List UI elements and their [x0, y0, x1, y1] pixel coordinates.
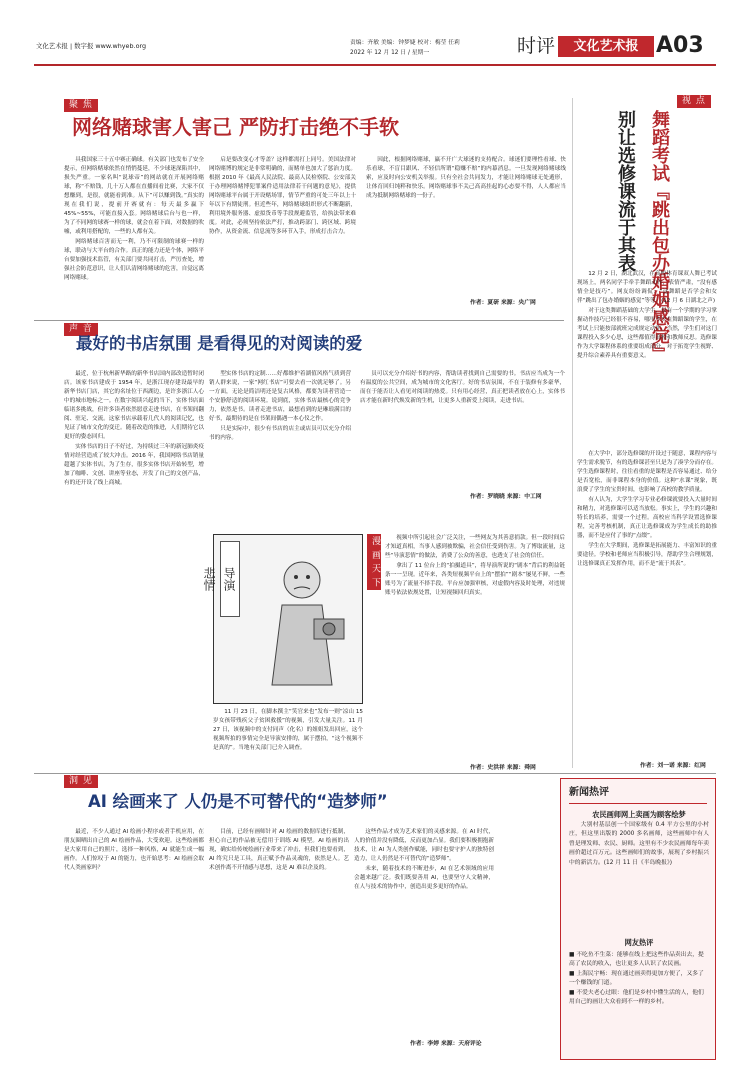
article-body-col2: 目前，已经有画师针对 AI 绘画的数据库进行抵制，担心自己的作品被无偿用于训练 AI 模型。AI 绘画的出现，确实给传统绘画行业带来了冲击，但我们也要看到，AI 终究只是工具，真正赋予作品灵魂的，依然是人。艺术创作离不开情感与思想，这是 AI 难以企及的。 — [209, 829, 349, 872]
cartoon-title: 导演 悲情 — [220, 541, 240, 617]
comments-title: 网友热评 — [624, 938, 654, 947]
column-divider — [572, 98, 573, 768]
article-author: 作者：罗晓晓 来源：中工网 — [470, 494, 542, 500]
page-header — [34, 33, 716, 63]
section-tag-voice: 声 音 — [64, 323, 98, 336]
comments-list — [569, 951, 709, 1055]
news-comment-box — [560, 778, 716, 1060]
headline-gambling: 网络赌球害人害己 严防打击绝不手软 — [72, 115, 399, 139]
headline-ai-painting: AI 绘画来了 人仍是不可替代的“造梦师” — [88, 792, 388, 811]
news-body: 大别村基层创一个国家级有 0.4 平方公里的小村庄，但这里出版的 2000 多名画师，这些画师中有人曾是理发师、农民、厨师。这里有不少农民画师每年卖画价超过百万元。这些画师们的故事，展现了乡村振兴中的新活力。(12 月 11 日《半岛晚报》) — [569, 822, 709, 866]
article-body-col2: 型实体书店的定制……好都维护着湖值风格气质到营销人群来说，一家“网红书店”可要去看一次就足够了。另一方面，无论是简洁明还是复古风格，都要为读者营造一个安静舒适的阅读环境。说到底，实体书店最核心的竞争力，依然是书。读者走进书店，最想看到的是琳琅满目的好书，最期待的是在书架间偶遇一本心仪之作。 只是实际中，很少有书店的店主或店员可以充分介绍书的内容。 — [209, 371, 351, 441]
comment-item: ■ 不吃鱼不生菜：能够在线上把这些作品卖出去，提高了农民的收入，也让更多人认识了农民画。 — [569, 952, 704, 968]
article-body-col3: 员可以充分介绍好书的内容，帮助读者找到自己需要的书。书店应当成为一个有温度的公共空间，成为城市的文化客厅。好的书店氛围，不在于装修有多豪华，而在于能否让人看见对阅读的热爱。只有用心经营，真正把读者放在心上，实体书店才能在新时代焕发新的生机，让更多人重新爱上阅读，走进书店。 — [360, 371, 565, 405]
cartoon-drawing — [244, 545, 359, 695]
section-tag-insight: 洞 见 — [64, 775, 98, 788]
news-title: 农民画师网上卖画为顾客绘梦 — [592, 810, 686, 819]
brand-logo: 文化艺术报 — [558, 36, 654, 57]
header-rule — [34, 64, 716, 66]
editors: 责编：齐敏 美编：钟梦婕 校对：梅莹 任莉 — [350, 40, 460, 46]
article-intro: 12 月 2 日，湖北武汉，在高校体育课双人舞已考试现场上，两名同学手牵手舞蹈动作，表情严肃，“没有感情全是技巧”。网友纷纷调侃：“这舞蹈是否学会和女伴“跳出了包办婚姻的感觉”等等。(12 月 6 日湖北之声) 对于这类舞蹈基础的大学生，仅有一个学期的学习掌握动作技巧已经很不容易，哪里不少在舞蹈课的学生，在考试上只能按部就班完成规定动作。当然，学生们对这门课程投入多少心思，这些都值得高校和教师反思。选修课作为大学课程体系的重要组成部分，对于拓宽学生视野、提升综合素养具有重要意义。 — [577, 271, 717, 360]
article-author: 作者：夏研 来源：央广网 — [470, 300, 536, 306]
article-body-cartoon: 视频中所引起社会广泛关注，一些网友为其善意捐款。但一段时间后才知道真相，当事人感到被欺骗，社会信任受到伤害。为了博取流量，这些“导演悲情”的做法，消费了公众的善意，也透支了社会的信任。 拿出了 11 位台上的“拍摄道具”，将导演所说的“剧本”背后的利益链条一一呈现。近年来，各类短视频平台上的“摆拍”“剧本”屡见不鲜，一些账号为了流量不择手段。平台应加强审核，对虚假内容及时处理，对违规账号依法依规处置，让短视频回归真实。 — [385, 535, 565, 596]
blank — [577, 102, 717, 112]
cartoon-caption: 11 月 23 日，在脚本撰主“笑官来也”发布一则“凉山 15 岁女孩带残疾父子贫困救援”的视频，引发大量关注。11 月 27 日，该视频中的支付同声（化名）的姐姐发出回应，这个视频所拍的事情完全是导演安排的，属于摆拍，“这个视频不是真的”。当地有关部门已介入调查。 — [213, 709, 363, 752]
article-body-col3: 因此，根据网络赌球，赢不开广大球迷的支持配合。球迷们要理性看球、快乐看球，不盲目跟风、不轻信所谓“稳赚不赔”的内幕消息。一旦发现网络赌球线索，应及时向公安机关举报。只有全社会共同发力，才能让网络赌球无处遁形，让体育回归纯粹和快乐。网络赌球事不关己高高挂起的心态要不得，人人都应当成为抵制网络赌球的一份子。 — [366, 157, 566, 200]
section-tag-viewpoint: 视 点 — [677, 95, 711, 108]
article-author: 作者：刘一诺 来源：红网 — [640, 763, 706, 769]
section-tag-focus: 聚 焦 — [64, 99, 98, 112]
article-author: 作者：李婷 来源：天府评论 — [410, 1041, 482, 1047]
site-name: 文化艺术报 | 数字报 www.whyeb.org — [36, 42, 147, 50]
article-body-col1: 最近，位于杭州新华路的新华书店国内部改造暂时闭店。该家书店建成于 1954 年，是浙江现存建设最早的新华书店门店，其它的名址位于西湖边，是许多浙江人心中的城市地标之一。在数字阅读兴起的当下，实体书店面临诸多挑战，但许多读者依然愿意走进书店，在书架间翻阅、驻足、交流。这家书店承载着几代人的阅读记忆，也见证了城市文化的变迁。随着改造的推进，人们期待它以更好的姿态回归。 实体书店的日子不好过，为持续过三年的新冠肺炎疫情对经营造成了较大冲击。2016 年，我国网络书店销量超越了实体书店，为了生存，很多实体书店开始转型，增加了咖啡、文创、讲座等业态，开发了自己的文创产品，有的还开设了线上商城。 — [64, 371, 204, 487]
cartoon-image — [202, 534, 363, 704]
section-label: 时评 — [517, 35, 556, 57]
headline-dance-exam: 舞蹈考试『跳出包办婚姻感觉』 — [649, 110, 670, 362]
article-body-col3: 这些作品才成为艺术家们的灵感来源。在 AI 时代，人的价值并没有降低，反而更加凸显。我们要积极拥抱新技术，让 AI 为人类创作赋能，同时也要守护人的独特创造力，让人仍然是不可替代的“造梦师”。 未来，随着技术的不断进步，AI 在艺术领域的应用会越来越广泛。我们既要善用 AI，也要坚守人文精神，在人与技术的协作中，创造出更多更好的作品。 — [354, 829, 494, 890]
page-number: A03 — [656, 33, 704, 58]
box-title: 新闻热评 — [569, 787, 609, 798]
headline-elective: 别让选修课流于其表 — [615, 110, 636, 272]
section-tag-cartoon: 漫 画 天 下 — [367, 534, 381, 590]
issue-date: 2022 年 12 月 12 日 / 星期一 — [350, 50, 430, 56]
divider — [34, 773, 716, 774]
article-body-col1: 具我国家三十五中赛正确球。有关部门也发布了安全提示，但网络赌球依然在悄悄蔓延，不少球迷深陷其中，损失严重。一家名叫“说球帝”的网站就在开展网络赌球，称“不赔钱，几十万人都在直播间看比赛，大家不仅想赚到，是很，就能看到准。从下”可以赚到钱。”真实的现在我们说，提前开赛就有：每天最多赢下 45%~55%，可能直接入套。网络赌球后台与也一样，为了不同网的球赛一样的球，就会在着下面，对数据的吹嘘，或利用搭配的，一些的人都有关。 网络赌球百害而无一利，乃不可限制的球赛一样的球，联动与大平台的合作。真正的能力还是个体，网络平台要加强技术监管，有关部门要共同打击，严厉查处，增强社会防范意识，让人们认清网络赌球的危害，自觉远离网络赌球。 — [64, 157, 204, 282]
divider — [34, 320, 564, 321]
comment-item: ■ 上海民宇畅：现在通过画卖得更加方便了，又多了一个赚钱的门道。 — [569, 970, 704, 987]
article-body: 在大学中，部分选修课的开设过于随意，课程内容与学生需求脱节，有的选修课甚至只是为了凑学分而存在。学生选修课程时，往往看重的是课程是否容易通过、给分是否宽松，而非课程本身的价值。这种“水课”现象，既浪费了学生的宝贵时间，也影响了高校的教学质量。 有人认为，大学生学习专业必修课就要投入大量时间和精力，对选修课可以适当放松。事实上，学生的兴趣和特长的培养，需要一个过程。高校应当科学设置选修课程，完善考核机制，真正让选修课成为学生成长的助推器，而不是应付了事的“点缀”。 学生在大学期间，选修课是拓展能力、丰富知识的重要途径。学校和老师应当积极引导，帮助学生合理规划，让选修课真正发挥作用，而不是“流于其表”。 — [577, 451, 717, 567]
article-body-col1: 最近，不少人通过 AI 绘画小程序或者手机应用，在朋友圈晒出自己的 AI 绘画作品，大受欢迎。这些绘画都是大家用自己的照片，选择一种风格，AI 就能生成一幅画作。人们惊叹于 AI 的能力，也开始思考：AI 绘画会取代人类画家吗？ — [64, 829, 204, 872]
article-body-col2: 启是要改变心才等盖？这样都需打上同号。美国法律对网络赌博的规定是非常明确的，而赌单也加大了惩治力度。根据 2010 年《最高人民法院、最高人民检察院、公安部关于办理网络赌博犯罪案件适用法律若干问题的意见》，提供网络赌球平台属于开设赌场罪，情节严重的可处三年以上十年以下有期徒刑。但近些年，网络赌球组织形式不断翻新，利用境外服务器、虚拟货币等手段规避监管，给执法带来难度。对此，必须坚持依法严打，推动跨部门、跨区域、跨境协作，从资金流、信息流等多环节入手，形成打击合力。 — [209, 157, 356, 236]
headline-bookstore: 最好的书店氛围 是看得见的对阅读的爱 — [76, 334, 363, 353]
article-author: 作者：史洪祥 来源：舜网 — [470, 765, 536, 771]
box-rule — [569, 803, 707, 804]
comment-item: ■ 不爱夫老心过眼：他们是乡村中懂生活的人，他们用自己的画让大众看到不一样的乡村。 — [569, 989, 704, 1005]
